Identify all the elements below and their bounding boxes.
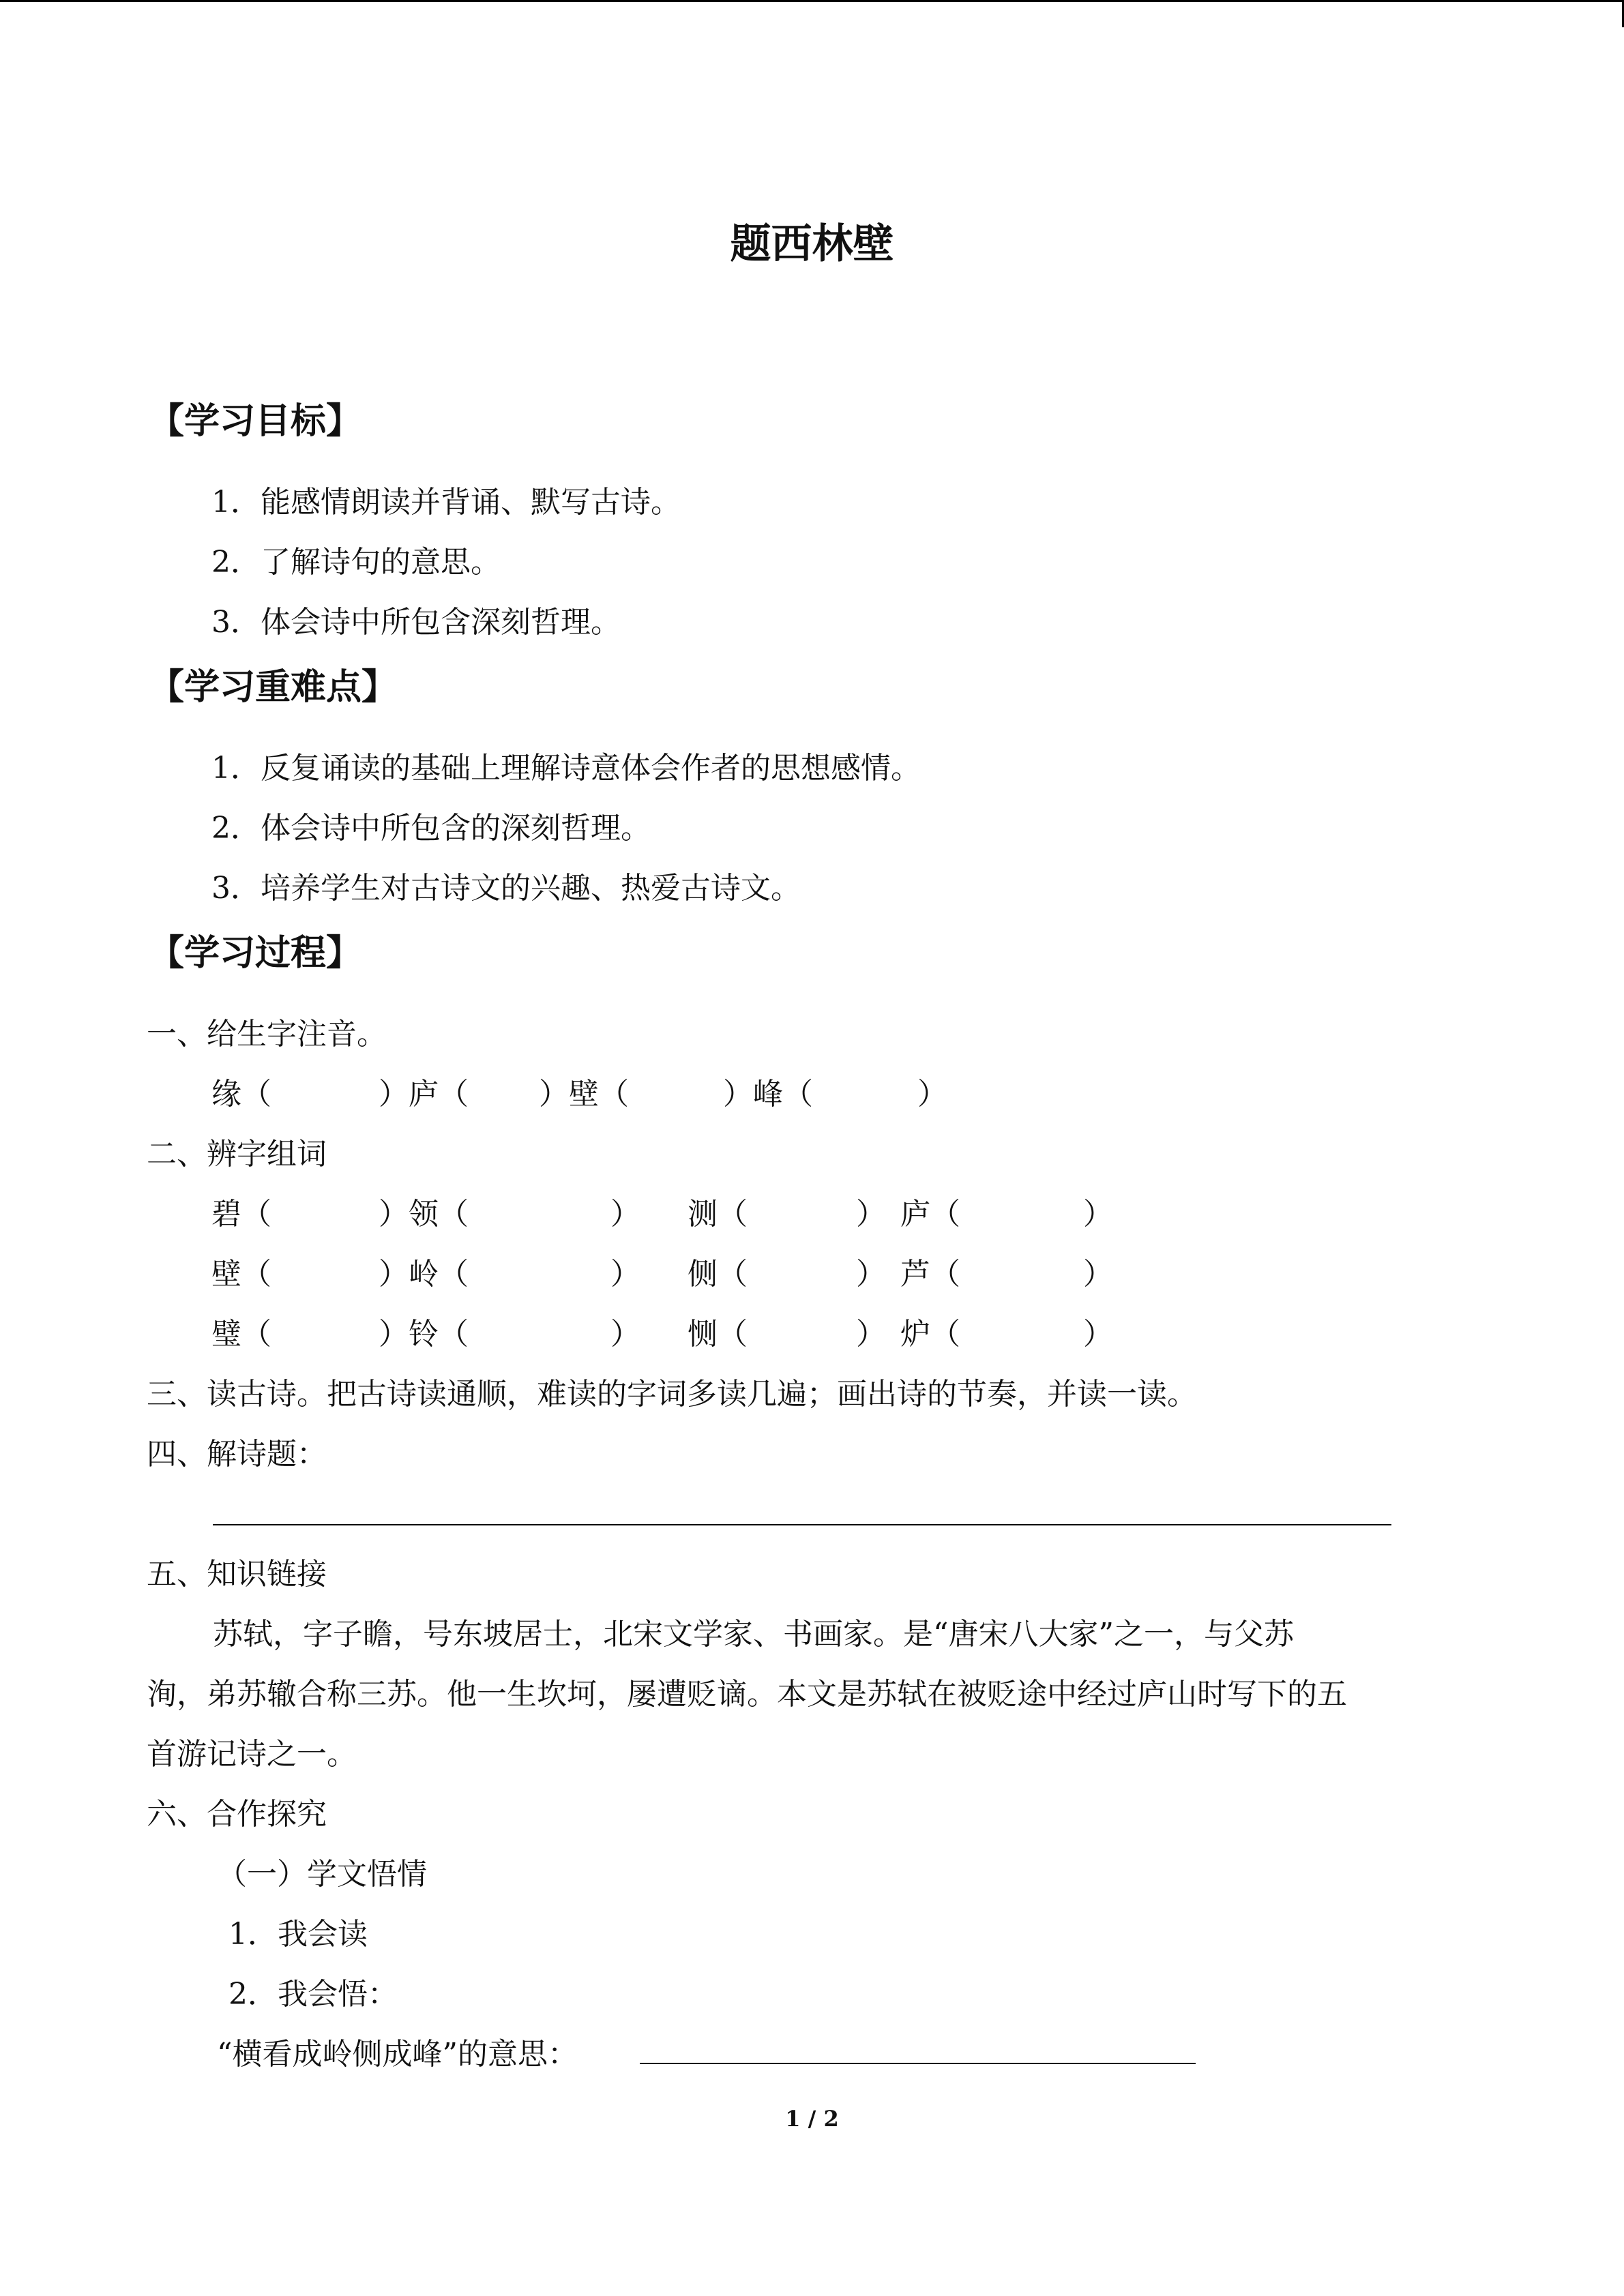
subsection-label: （一）学文悟情 (217, 1857, 427, 1892)
word-slot: 炉（ (900, 1317, 960, 1352)
word-slot: ） (856, 1197, 886, 1232)
key-item: 1．反复诵读的基础上理解诗意体会作者的思想感情。 (211, 751, 921, 786)
page-top-border (0, 0, 1624, 2)
page-number: 1 / 2 (785, 2106, 839, 2132)
word-slot: ） (856, 1317, 886, 1352)
word-slot: 侧（ (688, 1257, 748, 1292)
word-slot: ）领（ (379, 1197, 469, 1232)
goal-item: 2．了解诗句的意思。 (211, 545, 501, 580)
question-5-label: 五、知识链接 (147, 1557, 327, 1592)
word-slot: 庐（ (900, 1197, 960, 1232)
word-slot: ） (610, 1257, 640, 1292)
question-1-label: 一、给生字注音。 (147, 1017, 387, 1052)
question-6-label: 六、合作探究 (147, 1797, 327, 1832)
word-slot: ） (856, 1257, 886, 1292)
key-item: 2．体会诗中所包含的深刻哲理。 (211, 811, 651, 846)
pinyin-slot: ）庐（ (379, 1077, 469, 1112)
word-slot: ） (610, 1197, 640, 1232)
answer-line[interactable] (640, 2063, 1196, 2064)
word-slot: ）铃（ (379, 1317, 469, 1352)
word-slot: 芦（ (900, 1257, 960, 1292)
key-item: 3．培养学生对古诗文的兴趣、热爱古诗文。 (211, 871, 801, 906)
word-slot: 测（ (688, 1197, 748, 1232)
subsection-item: 2．我会悟： (228, 1977, 398, 2012)
question-2-label: 二、辨字组词 (147, 1137, 327, 1172)
question-3: 三、读古诗。把古诗读通顺，难读的字词多读几遍；画出诗的节奏，并读一读。 (147, 1377, 1197, 1412)
heading-learning-process: 【学习过程】 (149, 933, 362, 974)
pinyin-slot: 缘（ (211, 1077, 271, 1112)
goal-item: 3．体会诗中所包含深刻哲理。 (211, 605, 621, 640)
word-slot: ） (1083, 1257, 1113, 1292)
word-slot: ） (1083, 1317, 1113, 1352)
heading-key-points: 【学习重难点】 (149, 667, 398, 708)
subsection-item: 1．我会读 (228, 1917, 368, 1952)
pinyin-slot: ）峰（ (723, 1077, 813, 1112)
pinyin-slot: ）壁（ (539, 1077, 629, 1112)
word-slot: 碧（ (211, 1197, 271, 1232)
word-slot: ） (610, 1317, 640, 1352)
knowledge-text-line: 洵，弟苏辙合称三苏。他一生坎坷，屡遭贬谪。本文是苏轼在被贬途中经过庐山时写下的五 (147, 1677, 1347, 1712)
knowledge-text-line: 首游记诗之一。 (147, 1737, 357, 1772)
word-slot: ） (1083, 1197, 1113, 1232)
question-4-label: 四、解诗题： (147, 1437, 327, 1472)
answer-line[interactable] (213, 1524, 1391, 1525)
knowledge-text-line: 苏轼，字子瞻，号东坡居士，北宋文学家、书画家。是“唐宋八大家”之一，与父苏 (213, 1617, 1294, 1652)
meaning-question: “横看成岭侧成峰”的意思： (217, 2037, 578, 2072)
word-slot: 恻（ (688, 1317, 748, 1352)
word-slot: 壁（ (211, 1257, 271, 1292)
word-slot: 璧（ (211, 1317, 271, 1352)
word-slot: ）岭（ (379, 1257, 469, 1292)
heading-learning-goals: 【学习目标】 (149, 401, 362, 442)
pinyin-slot: ） (917, 1077, 947, 1112)
goal-item: 1．能感情朗读并背诵、默写古诗。 (211, 485, 681, 520)
page-title: 题西林壁 (730, 220, 894, 268)
